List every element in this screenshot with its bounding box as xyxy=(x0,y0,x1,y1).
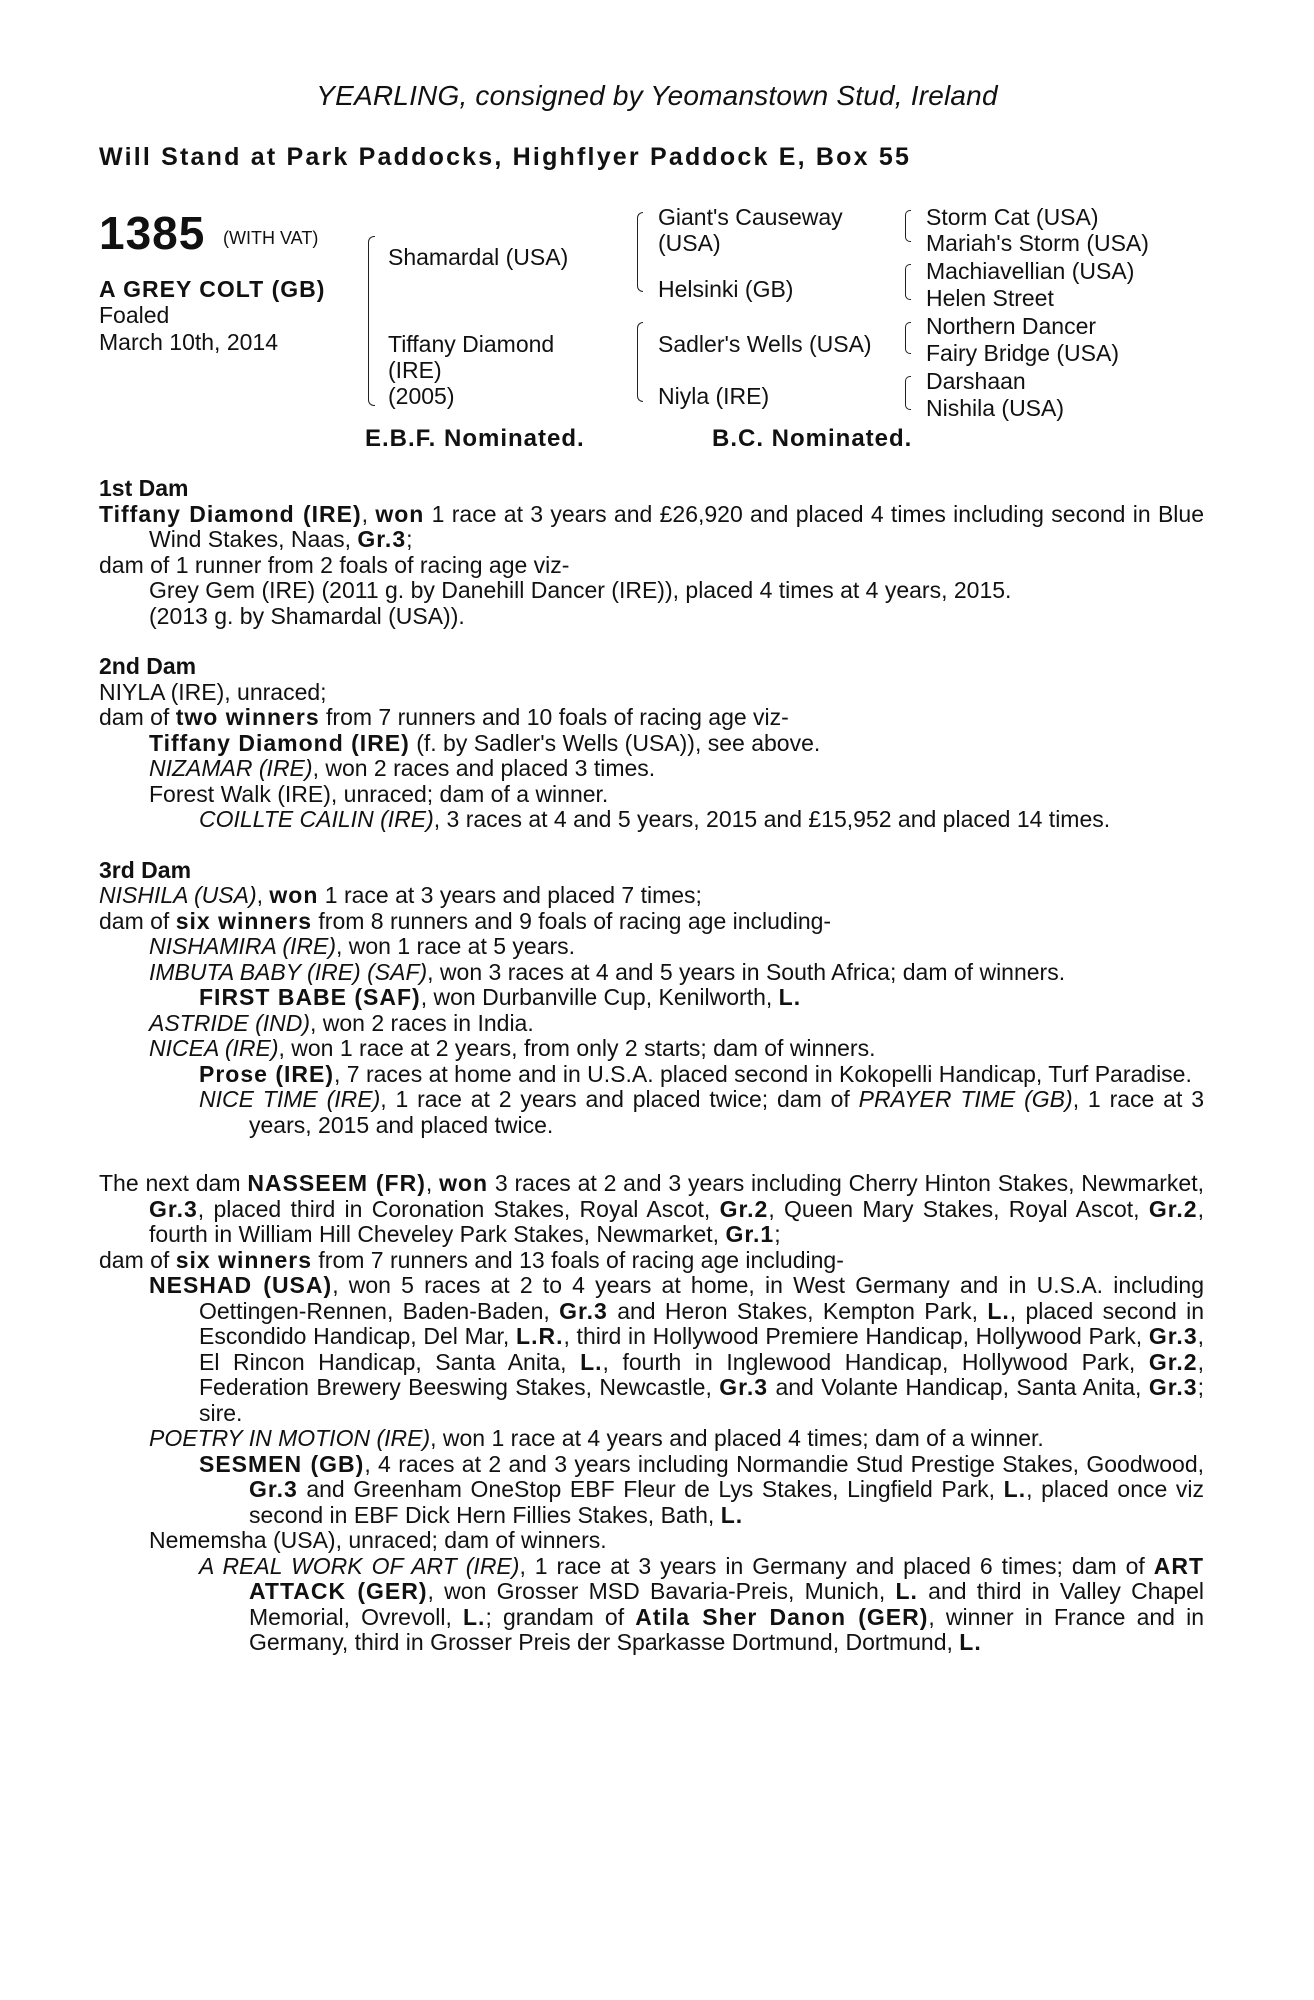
pedigree-brace-dd xyxy=(905,376,911,410)
second-dam-produce: dam of two winners from 7 runners and 10 foals of racing age viz- xyxy=(99,704,789,730)
third-dam-offspring-3: ASTRIDE (IND), won 2 races in India. xyxy=(149,1009,534,1036)
third-dam-grand-3: NICE TIME (IRE), 1 race at 2 years and placed twice; dam of PRAYER TIME (GB), 1 race at 3 years, 2015 and placed twice. xyxy=(199,1086,1204,1138)
dam-name-line1: Tiffany Diamond xyxy=(388,331,555,357)
third-dam-offspring-4: NICEA (IRE), won 1 race at 2 years, from only 2 starts; dam of winners. xyxy=(149,1035,876,1061)
next-dam-offspring-1: NESHAD (USA), won 5 races at 2 to 4 years at home, in West Germany and in U.S.A. including Oettingen-Rennen, Baden-Baden, Gr.3 and Heron Stakes, Kempton Park, L., placed second in Escondido Handicap, Del Mar, L.R., third in Hollywood Premiere Handicap, Hollywood Park, Gr.3, El Rincon Handicap, Santa Anita, L., fourth in Inglewood Handicap, Hollywood Park, Gr.2, Federation Brewery Beeswing Stakes, Newcastle, Gr.3 and Volante Handicap, Santa Anita, Gr.3; sire. xyxy=(149,1272,1205,1426)
sd-dam: Helen Street xyxy=(926,285,1054,311)
sire-dam: Helsinki (GB) xyxy=(658,276,794,302)
third-dam-produce: dam of six winners from 8 runners and 9 foals of racing age including- xyxy=(99,907,832,934)
foaled-date: March 10th, 2014 xyxy=(99,329,279,355)
pedigree-brace-sd xyxy=(905,264,911,300)
sd-sire: Machiavellian (USA) xyxy=(926,258,1135,284)
dam-dam: Niyla (IRE) xyxy=(658,383,770,409)
pedigree-brace-ds xyxy=(905,322,911,354)
bc-nominated: B.C. Nominated. xyxy=(712,425,913,452)
ds-dam: Fairy Bridge (USA) xyxy=(926,340,1119,366)
dd-sire: Darshaan xyxy=(926,368,1026,394)
ss-sire: Storm Cat (USA) xyxy=(926,204,1099,230)
vat-label: (WITH VAT) xyxy=(223,228,319,248)
first-dam-won: won xyxy=(375,500,425,527)
first-dam-offspring-2: (2013 g. by Shamardal (USA)). xyxy=(149,602,465,629)
lot-description: A GREY COLT (GB) xyxy=(99,276,326,302)
first-dam-produce: dam of 1 runner from 2 foals of racing age viz- xyxy=(99,551,570,578)
dam-name-line2: (IRE) xyxy=(388,357,442,383)
catalogue-title: YEARLING, consigned by Yeomanstown Stud, Ireland xyxy=(316,80,998,111)
third-dam-offspring-1: NISHAMIRA (IRE), won 1 race at 5 years. xyxy=(149,933,576,959)
next-dam-grand-2: A REAL WORK OF ART (IRE), 1 race at 3 years in Germany and placed 6 times; dam of ART ATTACK (GER), won Grosser MSD Bavaria-Preis, Munich, L. and third in Valley Chapel Memorial, Ovrevoll, L.; grandam of Atila Sher Danon (GER), winner in France and in Germany, third in Grosser Preis der Sparkasse Dortmund, Dortmund, L. xyxy=(199,1552,1205,1655)
pedigree-brace-main xyxy=(368,236,375,406)
first-dam-name: Tiffany Diamond (IRE) xyxy=(99,500,362,527)
second-dam-offspring-1: Tiffany Diamond (IRE) (f. by Sadler's Wells (USA)), see above. xyxy=(149,729,821,756)
first-dam-heading: 1st Dam xyxy=(99,475,189,501)
dd-dam: Nishila (USA) xyxy=(926,395,1065,421)
lot-number: 1385 xyxy=(99,207,206,259)
pedigree-brace-sire xyxy=(637,212,643,292)
sire-name: Shamardal (USA) xyxy=(388,244,569,270)
second-dam-offspring-2: NIZAMAR (IRE), won 2 races and placed 3 times. xyxy=(149,755,656,781)
dam-name-line3: (2005) xyxy=(388,383,455,409)
sire-sire-line2: (USA) xyxy=(658,230,721,256)
first-dam-record: Tiffany Diamond (IRE), won 1 race at 3 years and £26,920 and placed 4 times including second in Blue Wind Stakes, Naas, Gr.3; xyxy=(99,500,1204,552)
pedigree-brace-dam xyxy=(637,322,643,402)
third-dam-offspring-2: IMBUTA BABY (IRE) (SAF), won 3 races at 4 and 5 years in South Africa; dam of winners. xyxy=(149,958,1066,985)
third-dam-grand-2: Prose (IRE), 7 races at home and in U.S.A. placed second in Kokopelli Handicap, Turf Paradise. xyxy=(199,1060,1192,1087)
third-dam-heading: 3rd Dam xyxy=(99,856,192,883)
stand-location: Will Stand at Park Paddocks, Highflyer Paddock E, Box 55 xyxy=(99,143,912,171)
next-dam-offspring-2: POETRY IN MOTION (IRE), won 1 race at 4 years and placed 4 times; dam of a winner. xyxy=(149,1425,1044,1451)
foaled-label: Foaled xyxy=(99,302,170,328)
first-dam-offspring-1: Grey Gem (IRE) (2011 g. by Danehill Dancer (IRE)), placed 4 times at 4 years, 2015. xyxy=(149,577,1012,603)
next-dam-produce: dam of six winners from 7 runners and 13 foals of racing age including- xyxy=(99,1246,844,1273)
next-dam-grand-1: SESMEN (GB), 4 races at 2 and 3 years including Normandie Stud Prestige Stakes, Goodwood, Gr.3 and Greenham OneStop EBF Fleur de Lys Stakes, Lingfield Park, L., placed once viz second in EBF Dick Hern Fillies Stakes, Bath, L. xyxy=(199,1450,1204,1528)
catalogue-body xyxy=(99,476,1204,1656)
second-dam-record: NIYLA (IRE), unraced; xyxy=(99,678,327,705)
third-dam-grand-1: FIRST BABE (SAF), won Durbanville Cup, Kenilworth, L. xyxy=(199,984,802,1010)
ss-dam: Mariah's Storm (USA) xyxy=(926,230,1149,256)
ds-sire: Northern Dancer xyxy=(926,313,1097,339)
dam-sire: Sadler's Wells (USA) xyxy=(658,331,872,357)
ebf-nominated: E.B.F. Nominated. xyxy=(365,425,585,452)
third-dam-record: NISHILA (USA), won 1 race at 3 years and placed 7 times; xyxy=(99,882,702,908)
pedigree-brace-ss xyxy=(905,210,911,242)
second-dam-offspring-4: COILLTE CAILIN (IRE), 3 races at 4 and 5 years, 2015 and £15,952 and placed 14 times. xyxy=(199,806,1111,832)
sire-sire-line1: Giant's Causeway xyxy=(658,204,843,230)
second-dam-offspring-3: Forest Walk (IRE), unraced; dam of a winner. xyxy=(149,780,609,807)
second-dam-heading: 2nd Dam xyxy=(99,653,197,679)
next-dam-offspring-3: Nememsha (USA), unraced; dam of winners. xyxy=(149,1527,607,1553)
next-dam-record: The next dam NASSEEM (FR), won 3 races at 2 and 3 years including Cherry Hinton Stakes, Newmarket, Gr.3, placed third in Coronation Stakes, Royal Ascot, Gr.2, Queen Mary Stakes, Royal Ascot, Gr.2, fourth in William Hill Cheveley Park Stakes, Newmarket, Gr.1; xyxy=(99,1170,1204,1247)
